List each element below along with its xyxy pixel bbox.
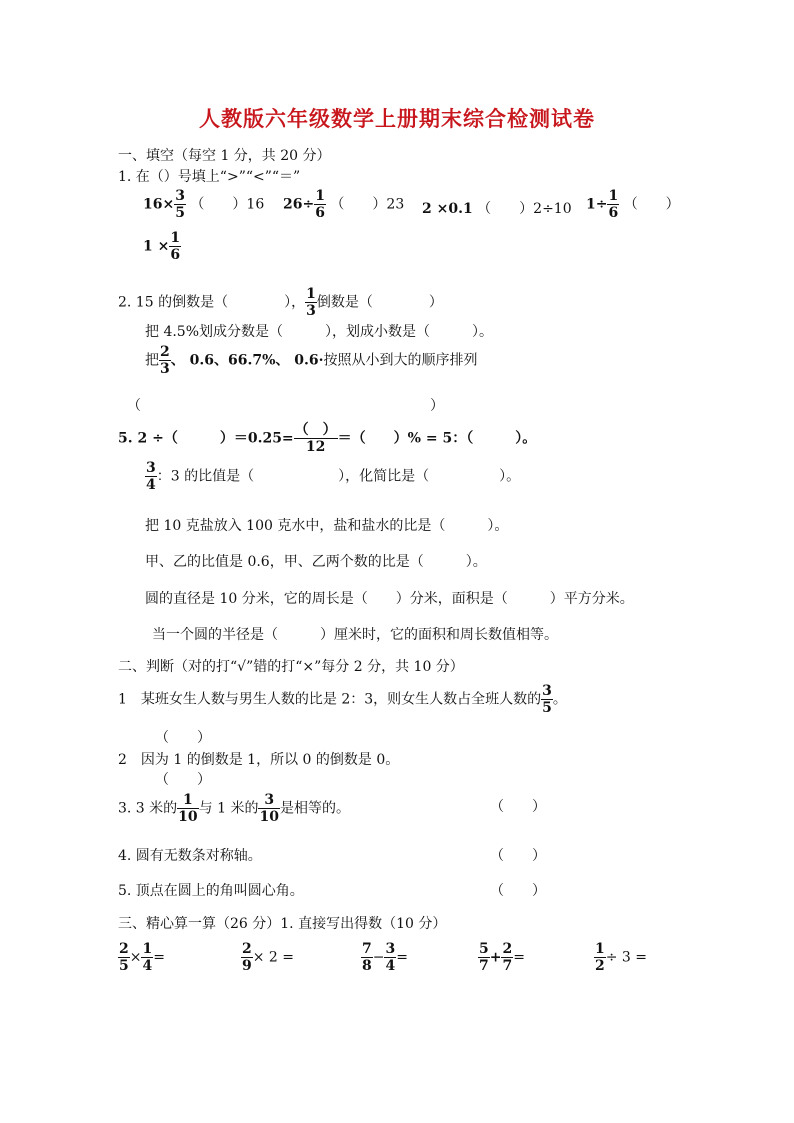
q1-item-2-pre: 26÷ <box>283 196 315 213</box>
section3-heading: 三、精心算一算（26 分）1. 直接写出得数（10 分） <box>118 916 447 932</box>
calc-1-fraction-2: $\frac{1}{4}$ <box>142 941 153 974</box>
q10: 当一个圆的半径是（ ）厘米时，它的面积和周长数值相等。 <box>152 627 558 643</box>
calc-2-fraction-1: $\frac{2}{9}$ <box>242 941 252 974</box>
calc-5-op: ÷ 3 = <box>605 949 648 966</box>
judge-3-fraction-2: $\frac{3}{10}$ <box>259 792 279 825</box>
calc-4-fraction-1: $\frac{5}{7}$ <box>479 941 489 974</box>
q6 <box>145 460 520 493</box>
q4-answer-close-paren: ） <box>430 398 444 414</box>
calc-3 <box>361 941 408 974</box>
judge-4-answer[interactable]: （ ） <box>490 848 546 864</box>
q3: 把 4.5%划成分数是（ ），划成小数是（ ）。 <box>145 324 494 340</box>
q4 <box>145 344 478 377</box>
q2-post: 倒数是（ ） <box>316 294 443 311</box>
calc-1 <box>118 941 165 974</box>
q2-pre: 2. 15 的倒数是（ ）， <box>118 294 306 311</box>
q1-item-3 <box>422 200 572 218</box>
q5-post: ＝（ ）% = 5：（ ）。 <box>337 430 537 447</box>
q6-fraction: $\frac{3}{4}$ <box>146 460 156 493</box>
q2-fraction: $\frac{1}{3}$ <box>306 286 316 319</box>
judge-1-answer[interactable]: （ ） <box>155 730 211 746</box>
q8: 甲、乙的比值是 0.6，甲、乙两个数的比是（ ）。 <box>145 554 487 570</box>
calc-3-fraction-2: $\frac{3}{4}$ <box>385 941 396 974</box>
q1-item-5 <box>143 230 181 263</box>
q7: 把 10 克盐放入 100 克水中，盐和盐水的比是（ ）。 <box>145 518 509 534</box>
calc-4-fraction-2: $\frac{2}{7}$ <box>502 941 513 974</box>
q5-pre: 5. 2 ÷（ ）＝0.25= <box>118 430 294 447</box>
judge-3-mid: 与 1 米的 <box>198 800 259 817</box>
q1-item-2 <box>283 188 404 221</box>
calc-4-eq: = <box>513 949 525 966</box>
q1-item-1-fraction: $\frac{3}{5}$ <box>175 188 185 221</box>
judge-1 <box>118 683 567 716</box>
q1-text: 1. 在（）号填上“>”“<”“＝” <box>118 169 301 185</box>
q1-item-3-pre: 2 ×0.1 <box>422 201 473 217</box>
judge-2: 2 因为 1 的倒数是 1，所以 0 的倒数是 0。 <box>118 752 400 768</box>
q5 <box>118 422 536 455</box>
section2-heading: 二、判断（对的打“√”错的打“×”每分 2 分，共 10 分） <box>118 659 464 675</box>
calc-2-op: × 2 = <box>252 949 295 966</box>
q6-post: ：3 的比值是（ ），化简比是（ ）。 <box>156 468 521 485</box>
q1-item-2-blank[interactable]: （ ）23 <box>330 196 405 213</box>
q4-tail: 按照从小到大的顺序排列 <box>323 352 478 369</box>
judge-2-answer[interactable]: （ ） <box>155 772 211 788</box>
q1-item-5-fraction: $\frac{1}{6}$ <box>170 230 181 263</box>
q9: 圆的直径是 10 分米，它的周长是（ ）分米，面积是（ ）平方分米。 <box>145 591 634 607</box>
calc-1-fraction-1: $\frac{2}{5}$ <box>119 941 129 974</box>
calc-1-eq: = <box>153 949 165 966</box>
q1-item-4-blank[interactable]: （ ） <box>623 196 680 213</box>
q1-item-4 <box>586 188 680 221</box>
q5-fraction: $\frac{( )}{12}$ <box>294 422 337 455</box>
q4-answer-open-paren: （ <box>127 398 141 414</box>
calc-4-op: + <box>489 949 502 966</box>
judge-5-answer[interactable]: （ ） <box>490 883 546 899</box>
calc-3-fraction-1: $\frac{7}{8}$ <box>362 941 372 974</box>
q1-item-5-pre: 1 × <box>143 238 170 255</box>
q2 <box>118 286 443 319</box>
q1-item-3-blank[interactable]: （ ）2÷10 <box>477 201 572 217</box>
q1-item-1 <box>143 188 264 221</box>
calc-5-fraction-1: $\frac{1}{2}$ <box>595 941 605 974</box>
judge-3 <box>118 792 350 825</box>
q1-item-4-fraction: $\frac{1}{6}$ <box>608 188 619 221</box>
judge-1-post: 。 <box>552 691 567 708</box>
calc-2 <box>241 941 294 974</box>
q4-repeating-dot: · <box>318 352 324 369</box>
q1-item-2-fraction: $\frac{1}{6}$ <box>315 188 325 221</box>
section1-heading: 一、填空（每空 1 分，共 20 分） <box>118 148 331 164</box>
judge-3-post: 是相等的。 <box>279 800 350 817</box>
calc-3-op: − <box>372 949 385 966</box>
judge-3-pre: 3. 3 米的 <box>118 800 178 817</box>
judge-3-fraction-1: $\frac{1}{10}$ <box>178 792 198 825</box>
judge-5: 5. 顶点在圆上的角叫圆心角。 <box>118 883 304 899</box>
judge-1-fraction: $\frac{3}{5}$ <box>542 683 552 716</box>
judge-3-answer[interactable]: （ ） <box>490 799 546 815</box>
q4-fraction: $\frac{2}{3}$ <box>160 344 170 377</box>
calc-4 <box>478 941 525 974</box>
page-title: 人教版六年级数学上册期末综合检测试卷 <box>199 106 595 131</box>
q4-post: 、 0.6、66.7%、 0.6 <box>170 352 319 369</box>
q1-item-1-pre: 16× <box>143 196 175 213</box>
q4-pre: 把 <box>145 352 159 369</box>
q1-item-1-blank[interactable]: （ ）16 <box>190 196 265 213</box>
q1-item-4-pre: 1÷ <box>586 196 608 213</box>
judge-4: 4. 圆有无数条对称轴。 <box>118 848 262 864</box>
calc-3-eq: = <box>396 949 408 966</box>
calc-1-op: × <box>129 949 142 966</box>
calc-5 <box>594 941 647 974</box>
judge-1-text: 1 某班女生人数与男生人数的比是 2：3，则女生人数占全班人数的 <box>118 691 542 708</box>
